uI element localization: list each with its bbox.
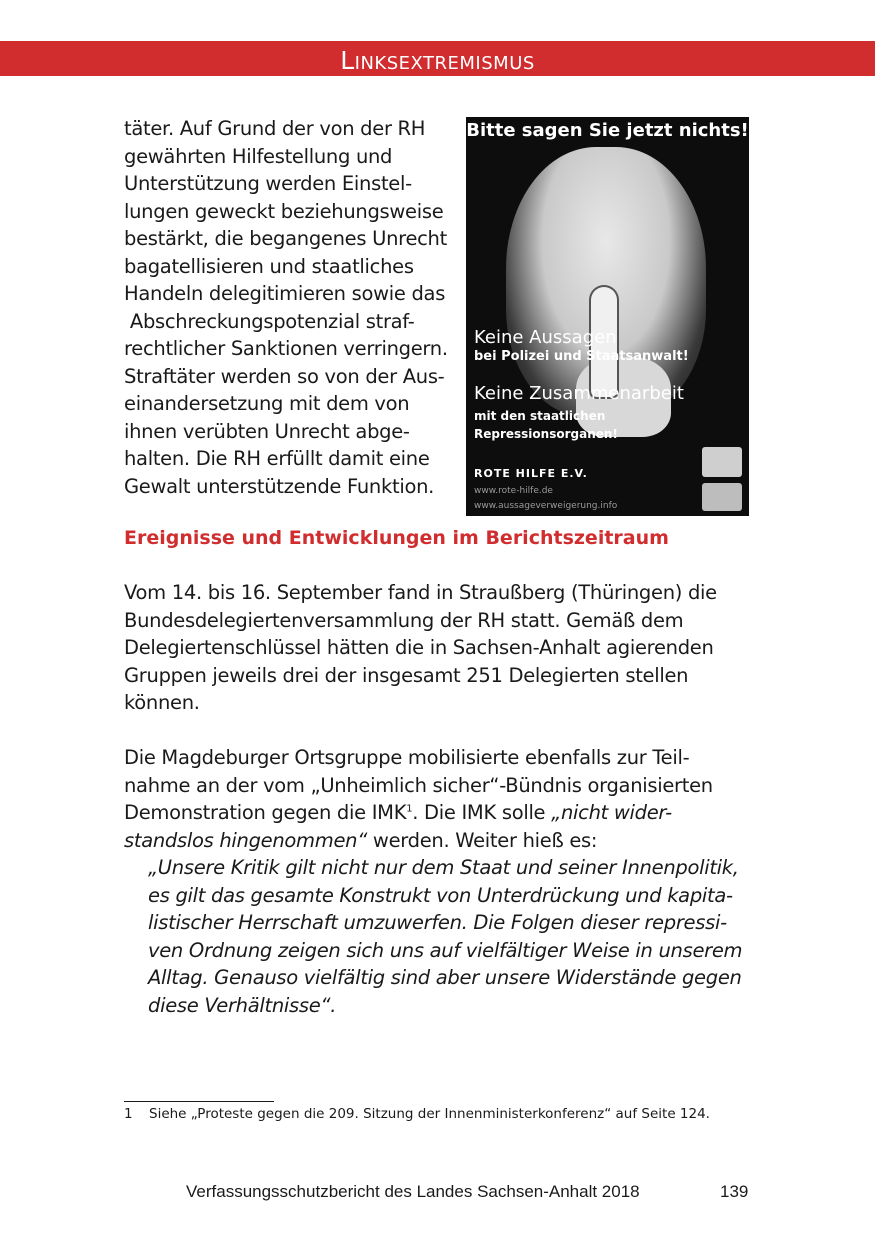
poster-url-aussageverweigerung: www.aussageverweigerung.info <box>474 501 618 511</box>
paragraph-quote: standslos hingenommen“ <box>124 828 368 852</box>
quote-line: es gilt das gesamte Konstrukt von Unterdrückung und kapita- <box>148 883 733 907</box>
quote-line: Alltag. Genauso vielfältig sind aber unsere Widerstände gegen <box>148 966 742 989</box>
intro-line: rechtlicher Sanktionen verringern. <box>124 337 448 360</box>
section-heading: Ereignisse und Entwicklungen im Berichtszeitraum <box>124 527 669 549</box>
rote-hilfe-poster <box>466 117 749 516</box>
poster-line-polizei: bei Polizei und Staatsanwalt! <box>474 349 689 364</box>
paragraph-text: . Die IMK solle <box>412 801 552 824</box>
poster-line-keine-aussagen: Keine Aussagen <box>474 327 617 348</box>
intro-line: bestärkt, die begangenes Unrecht <box>124 227 447 250</box>
quote-line: diese Verhältnisse“. <box>148 993 337 1017</box>
page-number: 139 <box>720 1182 749 1201</box>
footnote-ref[interactable]: 1 <box>406 803 413 815</box>
poster-line-repression-a: mit den staatlichen <box>474 409 606 423</box>
poster-org-name: ROTE HILFE E.V. <box>474 467 588 480</box>
poster-line-keine-zusammenarbeit: Keine Zusammenarbeit <box>474 383 684 404</box>
intro-line: Unterstützung werden Einstel- <box>124 172 412 195</box>
paragraph-text: werden. Weiter hieß es: <box>367 828 598 852</box>
paragraph-mobilization <box>124 744 764 854</box>
page-footer <box>186 1180 756 1204</box>
paragraph-line <box>124 799 764 827</box>
intro-line: einandersetzung mit dem von <box>124 392 410 415</box>
poster-logo-icon <box>702 447 742 477</box>
paragraph-line: können. <box>124 691 200 714</box>
section-title: Linksextremismus <box>340 46 535 75</box>
poster-url-rote-hilfe: www.rote-hilfe.de <box>474 486 553 496</box>
paragraph-delegates <box>124 579 764 717</box>
intro-line: Abschreckungspotenzial straf- <box>124 309 415 333</box>
intro-line: Gewalt unterstützende Funktion. <box>124 474 435 498</box>
intro-line: ihnen verübten Unrecht abge- <box>124 419 410 443</box>
quote-line: ven Ordnung zeigen sich uns auf vielfältiger Weise in unserem <box>148 938 743 962</box>
poster-logo-secondary-icon <box>702 483 742 511</box>
paragraph-line <box>124 827 764 855</box>
paragraph-line: Vom 14. bis 16. September fand in Straußberg (Thüringen) die <box>124 581 717 604</box>
intro-line: bagatellisieren und staatliches <box>124 254 414 278</box>
intro-paragraph <box>124 115 469 500</box>
block-quote <box>148 854 768 1019</box>
paragraph-quote: „nicht wider- <box>551 801 672 824</box>
section-header-bar <box>0 41 875 76</box>
paragraph-line: Die Magdeburger Ortsgruppe mobilisierte ebenfalls zur Teil- <box>124 746 690 769</box>
footnote-number: 1 <box>124 1106 133 1122</box>
footnote-text: Siehe „Proteste gegen die 209. Sitzung der Innenministerkonferenz“ auf Seite 124. <box>149 1106 710 1122</box>
paragraph-line: nahme an der vom „Unheimlich sicher“-Bündnis organisierten <box>124 773 713 797</box>
footnote <box>124 1103 764 1125</box>
quote-line: „Unsere Kritik gilt nicht nur dem Staat und seiner Innenpolitik, <box>148 856 739 879</box>
footer-title: Verfassungsschutzbericht des Landes Sachsen-Anhalt 2018 <box>186 1182 640 1201</box>
paragraph-line: Gruppen jeweils drei der insgesamt 251 Delegierten stellen <box>124 663 689 687</box>
poster-slogan: Bitte sagen Sie jetzt nichts! <box>466 120 749 141</box>
intro-line: lungen geweckt beziehungsweise <box>124 199 444 223</box>
paragraph-text: Demonstration gegen die IMK <box>124 801 407 824</box>
poster-line-repression-b: Repressionsorganen! <box>474 427 618 441</box>
quote-line: listischer Herrschaft umzuwerfen. Die Folgen dieser repressi- <box>148 911 727 934</box>
intro-line: Handeln delegitimieren sowie das <box>124 282 446 305</box>
intro-line: täter. Auf Grund der von der RH <box>124 117 426 140</box>
intro-line: halten. Die RH erfüllt damit eine <box>124 447 430 470</box>
poster-line-repression <box>474 407 674 443</box>
intro-line: Straftäter werden so von der Aus- <box>124 364 445 388</box>
paragraph-line: Bundesdelegiertenversammlung der RH statt. Gemäß dem <box>124 608 684 632</box>
footnote-divider <box>124 1101 274 1102</box>
intro-line: gewährten Hilfestellung und <box>124 144 393 168</box>
paragraph-line: Delegiertenschlüssel hätten die in Sachsen-Anhalt agierenden <box>124 636 714 659</box>
